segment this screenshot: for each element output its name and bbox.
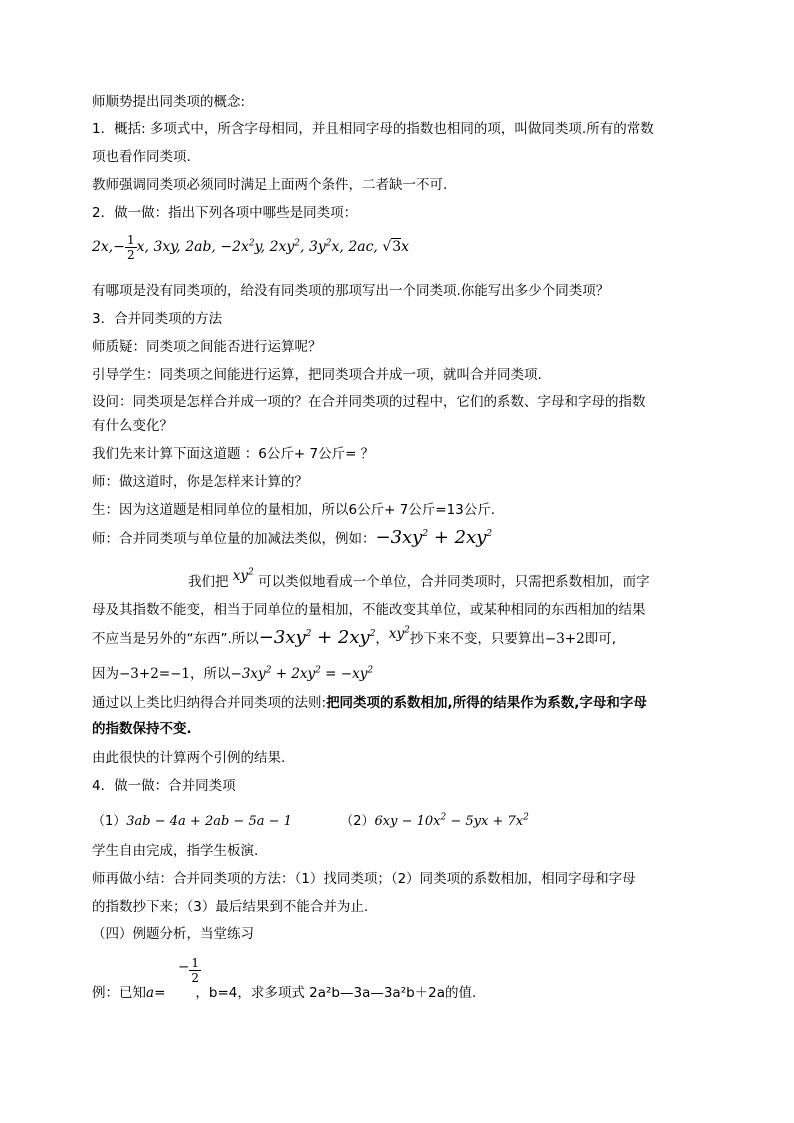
para-because: 因为−3+2=−1，所以$-3xy^2 + 2xy^2 = -xy^2$ bbox=[92, 665, 374, 682]
para-teacher: 师：做这道时，你是怎样来计算的？ bbox=[92, 474, 308, 490]
section-exercise-4: 4．做一做：合并同类项 bbox=[92, 778, 236, 794]
para-quick: 由此很快的计算两个引例的结果. bbox=[92, 750, 286, 766]
para-rule-1: 通过以上类比归纳得合并同类项的法则:把同类项的系数相加,所得的结果作为系数,字母和字母 bbox=[92, 695, 647, 711]
para-ask-1: 设问：同类项是怎样合并成一项的？在合并同类项的过程中，它们的系数、字母和字母的指数 bbox=[92, 394, 646, 410]
terms-list: 2x,− $\frac{1}{2}$ x, 3xy, 2ab, $-2x^2y$, $2xy^2$, $3y^2x$, 2ac, √3x bbox=[92, 232, 410, 262]
fraction-neg-half: − $\frac{1}{2}$ bbox=[178, 956, 199, 985]
para-students: 学生自由完成，指学生板演. bbox=[92, 843, 259, 859]
para-summary-1: 师再做小结：合并同类项的方法：（1）找同类项；（2）同类项的系数相加，相同字母和字母 bbox=[92, 871, 636, 887]
para-ask-2: 有什么变化？ bbox=[92, 418, 173, 434]
para-student: 生：因为这道题是相同单位的量相加，所以6公斤+ 7公斤=13公斤. bbox=[92, 502, 496, 518]
para-compute: 我们先来计算下面这道题 ：6公斤+ 7公斤= ？ bbox=[92, 446, 375, 462]
para-summary-2: 的指数抄下来；（3）最后结果到不能合并为止. bbox=[92, 899, 369, 915]
section-examples: （四）例题分析，当堂练习 bbox=[92, 926, 254, 942]
para-emphasis: 教师强调同类项必须同时满足上面两个条件，二者缺一不可. bbox=[92, 177, 448, 193]
sqrt-three: √3x bbox=[382, 239, 410, 255]
para-question: 有哪项是没有同类项的，给没有同类项的那项写出一个同类项.你能写出多少个同类项？ bbox=[92, 283, 610, 299]
fraction-one-half: $\frac{1}{2}$ bbox=[127, 232, 135, 262]
para-unit-2: 母及其指数不能变，相当于同单位的量相加，不能改变其单位，或某种相同的东西相加的结果 bbox=[92, 602, 646, 618]
para-teacher-question: 师质疑：同类项之间能否进行运算呢？ bbox=[92, 339, 322, 355]
para-rule-2: 的指数保持不变. bbox=[92, 721, 192, 737]
para-definition-2: 项也看作同类项. bbox=[92, 149, 191, 165]
para-analogy: 师：合并同类项与单位量的加减法类似，例如：$-3xy^2 + 2xy^2$ bbox=[92, 527, 493, 548]
para-definition-1: 1．概括: 多项式中，所含字母相同，并且相同字母的指数也相同的项，叫做同类项.所有的常数 bbox=[92, 121, 654, 137]
para-intro: 师顺势提出同类项的概念: bbox=[92, 94, 246, 110]
para-guide: 引导学生：同类项之间能进行运算，把同类项合并成一项，就叫合并同类项. bbox=[92, 367, 542, 383]
para-unit-1: 我们把 $xy^2$ 可以类似地看成一个单位，合并同类项时，只需把系数相加，而字 bbox=[188, 567, 650, 590]
section-merge-method: 3．合并同类项的方法 bbox=[92, 311, 223, 327]
para-exercise-2: 2．做一做：指出下列各项中哪些是同类项： bbox=[92, 205, 358, 221]
expr-example: $-3xy^2 + 2xy^2$ bbox=[375, 527, 493, 548]
para-example: 例：已知a= ，b=4，求多项式 2a²b—3a—3a²b＋2a的值. bbox=[92, 985, 477, 1001]
exercise-items: （1）3ab − 4a + 2ab − 5a − 1 $(2)6xy - 10x^2 - 5yx + 7x^2$ bbox=[92, 812, 529, 829]
para-unit-3: 不应当是另外的“东西”.所以$-3xy^2 + 2xy^2$，$xy^2$抄下来不变，只要算出−3+2即可, bbox=[92, 625, 617, 648]
